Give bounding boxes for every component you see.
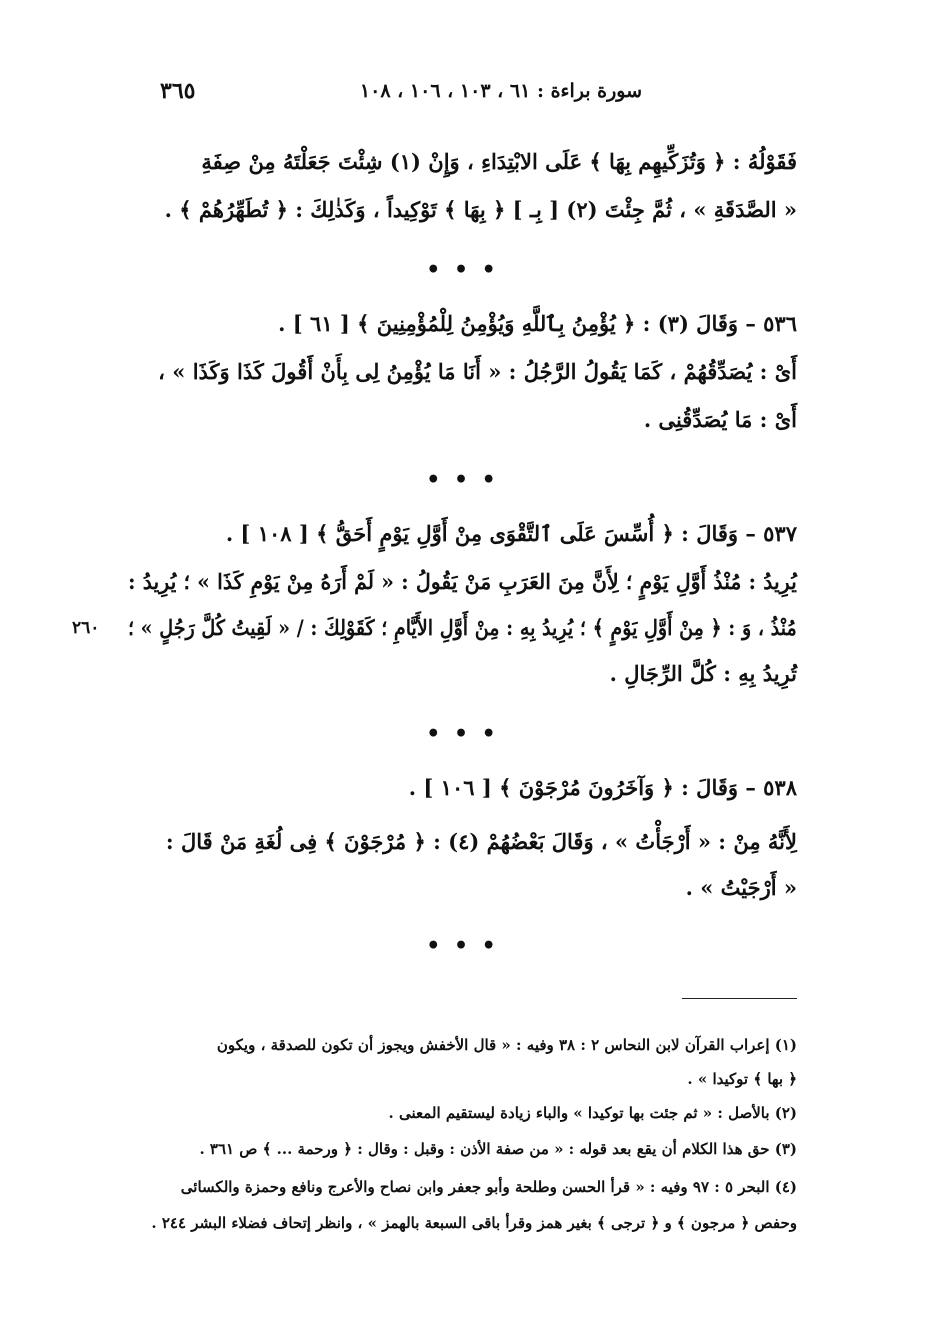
- text-line: « الصَّدَقَةِ » ، ثُمَّ جِئْتَ (٢) [ بِـ ] ﴿ بِهَا ﴾ تَوْكِيداً ، وَكَذٰلِكَ : ﴿ تُطَهِّرُهُمْ ﴾ .: [164, 197, 797, 222]
- text-line: مُنْذُ ، وَ : ﴿ مِنْ أَوَّلِ يَوْمٍ ﴾ ؛ يُرِيدُ بِهِ : مِنْ أَوَّلِ الأَيَّامِ ؛ كَقَوْلِكَ : / « لَقِيتُ كُلَّ رَجُلٍ » ؛: [128, 615, 797, 640]
- footnote-line: وحفص ﴿ مرجون ﴾ و ﴿ ترجى ﴾ بغير همز وقرأ باقى السبعة بالهمز » ، وانظر إتحاف فضلاء البشر ٢٤٤ .: [151, 1214, 797, 1232]
- text-line: فَقَوْلُهُ : ﴿ وَتُزَكِّيهِم بِهَا ﴾ عَلَى الابْتِدَاءِ ، وَإِنْ (١) شِئْتَ جَعَلْتَهُ مِنْ صِفَةِ: [201, 149, 797, 174]
- footnote-line: (٤) البحر ٥ : ٩٧ وفيه : « قرأ الحسن وطلحة وأبو جعفر وابن نصاح والأعرج ونافع وحمزة والكسائى: [180, 1178, 797, 1196]
- margin-page-reference: ٢٦٠: [72, 618, 100, 638]
- text-line: يُرِيدُ : مُنْذُ أَوَّلِ يَوْمٍ ؛ لِأَنَّ مِنَ العَرَبِ مَنْ يَقُولُ : « لَمْ أَرَهُ مِنْ يَوْمِ كَذَا » ؛ يُرِيدُ :: [128, 569, 797, 594]
- footnote-line: (٣) حق هذا الكلام أن يقع بعد قوله : « من صفة الأذن : وقبل : وقال : ﴿ ورحمة ... ﴾ ص ٣٦١ .: [199, 1140, 797, 1158]
- text-line: أَىْ : يُصَدِّقُهُمْ ، كَمَا يَقُولُ الرَّجُلُ : « أَنَا مَا يُؤْمِنُ لِى بِأَنْ أَقُولَ كَذَا وَكَذَا » ،: [158, 359, 797, 384]
- running-title: سورة براءة : ٦١ ، ١٠٣ ، ١٠٦ ، ١٠٨: [359, 80, 642, 102]
- text-line: أَىْ : مَا يُصَدِّقُنِى .: [643, 407, 797, 432]
- footnote-line: (٢) بالأصل : « ثم جئت بها توكيدا » والباء زيادة ليستقيم المعنى .: [388, 1104, 797, 1122]
- section-separator: • • •: [426, 257, 499, 283]
- page-number: ٣٦٥: [160, 78, 196, 104]
- page-header: [160, 78, 642, 114]
- section-separator: • • •: [426, 933, 499, 959]
- entry-heading-537: ٥٣٧ – وَقَالَ : ﴿ أُسِّسَ عَلَى ٱلتَّقْوَى مِنْ أَوَّلِ يَوْمٍ أَحَقُّ ﴾ [ ١٠٨ ] .: [225, 521, 797, 546]
- section-separator: • • •: [426, 467, 499, 493]
- section-separator: • • •: [426, 721, 499, 747]
- footnote-divider: [682, 998, 797, 999]
- entry-heading-536: ٥٣٦ – وَقَالَ (٣) : ﴿ يُؤْمِنُ بِٱللَّهِ وَيُؤْمِنُ لِلْمُؤْمِنِينَ ﴾ [ ٦١ ] .: [278, 311, 797, 336]
- main-text: [128, 140, 797, 959]
- text-line: « أَرْجَيْتُ » .: [685, 875, 797, 900]
- text-line: تُرِيدُ بِهِ : كُلَّ الرِّجَالِ .: [609, 661, 797, 686]
- entry-heading-538: ٥٣٨ – وَقَالَ : ﴿ وَآخَرُونَ مُرْجَوْنَ ﴾ [ ١٠٦ ] .: [408, 775, 797, 800]
- text-line: لِأَنَّهُ مِنْ : « أَرْجَأْتُ » ، وَقَالَ بَعْضُهُمْ (٤) : ﴿ مُرْجَوْنَ ﴾ فِى لُغَةِ مَنْ قَالَ :: [165, 829, 797, 854]
- footnote-line: ﴿ بها ﴾ توكيدا » .: [687, 1070, 797, 1088]
- footnote-line: (١) إعراب القرآن لابن النحاس ٢ : ٣٨ وفيه : « قال الأخفش ويجوز أن تكون للصدقة ، ويكون: [216, 1036, 797, 1054]
